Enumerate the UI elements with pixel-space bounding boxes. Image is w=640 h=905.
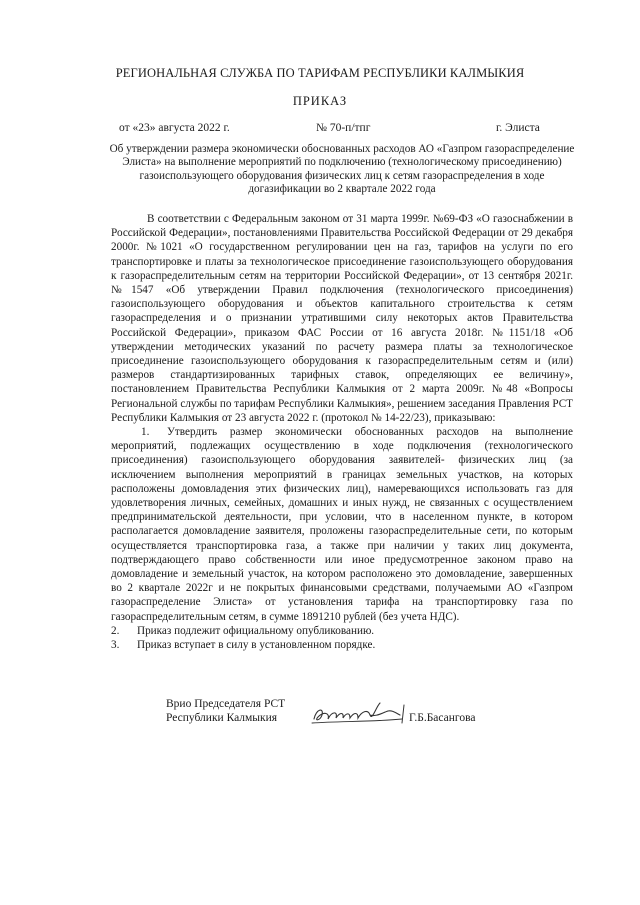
signer-position [166, 697, 285, 725]
order-item-1 [111, 425, 573, 624]
order-item-2 [111, 624, 573, 638]
order-date: от «23» августа 2022 г. [119, 122, 230, 134]
item-number: 1. [141, 426, 150, 439]
document-type: ПРИКАЗ [292, 94, 348, 108]
organization-title: РЕГИОНАЛЬНАЯ СЛУЖБА ПО ТАРИФАМ РЕСПУБЛИКИ КАЛМЫКИЯ [115, 66, 525, 80]
item-text: Утвердить размер экономически обоснованных расходов на выполнение мероприятий, подлежащих осуществлению в ходе подключения (технологического присоединения) газоиспользующего оборудования заявителей- физических лиц (за исключением выполнения мероприятий в границах земельных участков, на которых расположены домовладения этих физических лиц), намеревающихся использовать газ для удовлетворения личных, семейных, домашних и иных нужд, не связанных с осуществлением предпринимательской деятельности, при условии, что в населенном пункте, в котором располагается домовладение заявителя, проложены газораспределительные сети, по которым осуществляется транспортировка газа, а также при наличии у таких лиц документа, подтверждающего право собственности или иное предусмотренное законом право на домовладение и земельный участок, на котором расположено это домовладение, завершенных во 2 квартале 2022г и не покрытых финансовыми средствами, получаемыми АО «Газпром газораспределение Элиста» от установления тарифа на транспортировку газа по газораспределительным сетям, в сумме 1891210 рублей (без учета НДС). [111, 426, 573, 623]
signer-position-line2: Республики Калмыкия [166, 712, 278, 724]
item-text: Приказ вступает в силу в установленном порядке. [137, 639, 376, 652]
handwritten-signature [310, 699, 410, 727]
item-number: 3. [111, 639, 120, 652]
signer-name: Г.Б.Басангова [409, 712, 476, 724]
order-city: г. Элиста [496, 122, 540, 134]
order-subject: Об утверждении размера экономически обоснованных расходов АО «Газпром газораспределение Элиста» на выполнение мероприятий по подключению (технологическому присоединению) газоиспользующего оборудования физических лиц к сетям газораспределения в ходе догазификации во 2 квартале 2022 года [109, 143, 575, 196]
item-text: Приказ подлежит официальному опубликованию. [137, 624, 375, 637]
signer-position-line1: Врио Председателя РСТ [166, 698, 286, 710]
item-number: 2. [111, 624, 120, 637]
order-number: № 70-п/тпг [316, 122, 371, 134]
order-body [111, 212, 573, 652]
order-item-3 [111, 638, 573, 652]
preamble-paragraph: В соответствии с Федеральным законом от 31 марта 1999г. №69-ФЗ «О газоснабжении в Российской Федерации», постановлениями Правительства Российской Федерации от 29 декабря 2000г. №1021 «О государственном регулировании цен на газ, тарифов на услуги по его транспортировке и платы за технологическое присоединение газоиспользующего оборудования к газораспределительным сетям на территории Российской Федерации», от 13 сентября 2021г. №1547 «Об утверждении Правил подключения (технологического присоединения) газоиспользующего оборудования и объектов капитального строительства к сетям газораспределения и о признании утратившими силу некоторых актов Правительства Российской Федерации», приказом ФАС России от 16 августа 2018г. №1151/18 «Об утверждении методических указаний по расчету размера платы за технологическое присоединение газоиспользующего оборудования к газораспределительным сетям и (или) размеров стандартизированных тарифных ставок, определяющих ее величину», постановлением Правительства Республики Калмыкия от 2 марта 2009г. №48 «Вопросы Региональной службы по тарифам Республики Калмыкия», решением заседания Правления РСТ Республики Калмыкия от 23 августа 2022 г. (протокол № 14-22/23), приказываю: [111, 213, 573, 424]
